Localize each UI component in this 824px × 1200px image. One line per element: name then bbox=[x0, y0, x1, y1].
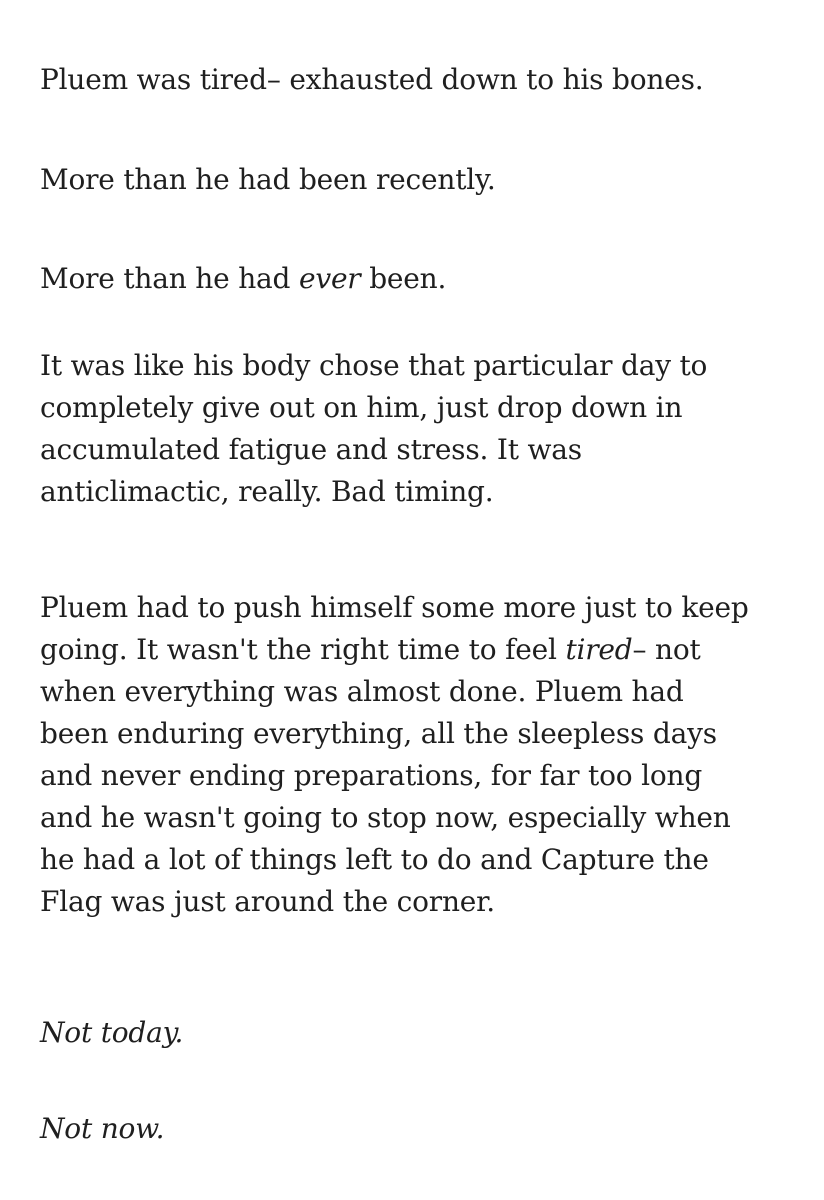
paragraph-7 bbox=[40, 1108, 164, 1150]
paragraph-5-text-before: Pluem had to push himself some more just to keep going. It wasn't the right time to feel bbox=[40, 591, 749, 666]
paragraph-7-period: . bbox=[155, 1112, 165, 1145]
paragraph-6 bbox=[40, 1012, 183, 1054]
paragraph-1: Pluem was tired– exhausted down to his bones. bbox=[40, 63, 704, 96]
paragraph-3-emphasis: ever bbox=[298, 262, 361, 295]
paragraph-7-emphasis: Not now bbox=[40, 1112, 156, 1145]
paragraph-5 bbox=[40, 587, 760, 923]
paragraph-6-period: . bbox=[174, 1016, 184, 1049]
paragraph-3 bbox=[40, 258, 446, 300]
paragraph-3-text-after: been. bbox=[360, 262, 447, 295]
paragraph-3-text-before: More than he had bbox=[40, 262, 299, 295]
paragraph-4: It was like his body chose that particular day to completely give out on him, just drop down in accumulated fatigue and stress. It was anticlimactic, really. Bad timing. bbox=[40, 349, 708, 508]
paragraph-5-text-after: – not when everything was almost done. Pluem had been enduring everything, all the sleepless days and never ending preparations, for far too long and he wasn't going to stop now, especially when he had a lot of things left to do and Capture the Flag was just around the corner. bbox=[40, 633, 731, 918]
paragraph-2: More than he had been recently. bbox=[40, 163, 496, 196]
paragraph-6-emphasis: Not today bbox=[40, 1016, 175, 1049]
paragraph-5-emphasis: tired bbox=[565, 633, 633, 666]
